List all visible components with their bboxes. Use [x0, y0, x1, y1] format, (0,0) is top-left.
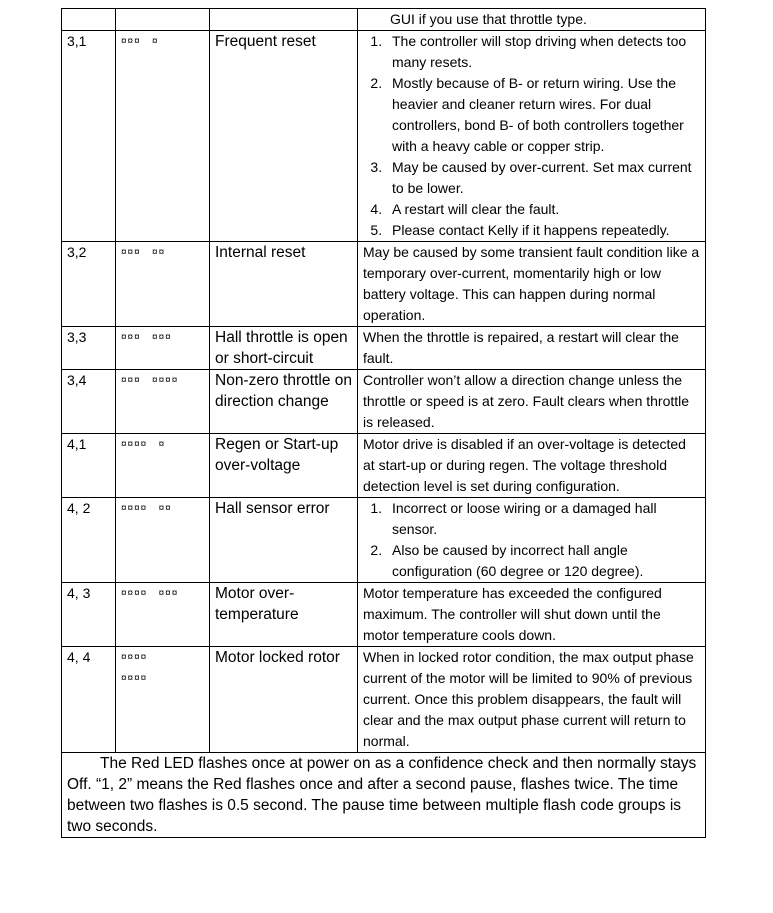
flash-cell	[116, 647, 210, 753]
code-cell	[62, 327, 116, 370]
fault-code: 3,1	[67, 33, 87, 49]
description-list-item: 2. Mostly because of B- or return wiring. Use the heavier and cleaner return wires. For dual controllers, bond B- of both controllers together with a heavy cable or copper strip.	[386, 73, 700, 157]
fault-code: 4,1	[67, 436, 87, 452]
description-list	[363, 31, 700, 241]
code-cell	[62, 583, 116, 647]
continued-row	[62, 9, 706, 31]
fault-code: 4, 3	[67, 585, 91, 601]
code-cell	[62, 434, 116, 498]
flash-pattern: ¤¤¤ ¤¤	[121, 247, 166, 258]
flash-pattern: ¤¤¤ ¤	[121, 36, 159, 47]
description-cell	[358, 583, 706, 647]
fault-row	[62, 31, 706, 242]
footnote-row	[62, 753, 706, 838]
description-text: When in locked rotor condition, the max output phase current of the motor will be limited to 90% of previous current. Once this problem disappears, the fault will clear and the max output phase current will return to normal.	[363, 649, 694, 749]
fault-name: Motor locked rotor	[215, 649, 340, 666]
description-list-item: 4. A restart will clear the fault.	[386, 199, 700, 220]
flash-cell	[116, 434, 210, 498]
footnote-text: The Red LED flashes once at power on as a confidence check and then normally stays Off. “1, 2” means the Red flashes once and after a second pause, flashes twice. The time between two flashes is 0.5 second. The pause time between multiple flash code groups is two seconds.	[67, 755, 697, 835]
fault-code-table	[61, 8, 706, 838]
fault-row	[62, 327, 706, 370]
flash-cell	[116, 498, 210, 583]
flash-cell	[116, 370, 210, 434]
fault-row	[62, 583, 706, 647]
flash-cell	[116, 242, 210, 327]
description-text: Motor temperature has exceeded the configured maximum. The controller will shut down until the motor temperature cools down.	[363, 585, 662, 643]
description-cell	[358, 9, 706, 31]
name-cell	[210, 327, 358, 370]
description-list-item: 5. Please contact Kelly if it happens repeatedly.	[386, 220, 700, 241]
fault-name: Hall sensor error	[215, 500, 330, 517]
description-list-item: 1. The controller will stop driving when detects too many resets.	[386, 31, 700, 73]
name-cell	[210, 242, 358, 327]
fault-name: Internal reset	[215, 244, 306, 261]
description-cell	[358, 327, 706, 370]
description-list	[363, 498, 700, 582]
name-cell	[210, 583, 358, 647]
fault-row	[62, 647, 706, 753]
fault-code: 3,3	[67, 329, 87, 345]
fault-name: Motor over-temperature	[215, 585, 299, 623]
fault-code: 3,2	[67, 244, 87, 260]
description-text: Controller won’t allow a direction change unless the throttle or speed is at zero. Fault clears when throttle is released.	[363, 372, 690, 430]
fault-name: Frequent reset	[215, 33, 316, 50]
continued-text: GUI if you use that throttle type.	[390, 11, 587, 27]
fault-code: 4, 4	[67, 649, 91, 665]
code-cell	[62, 9, 116, 31]
fault-row	[62, 498, 706, 583]
flash-pattern: ¤¤¤¤ ¤	[121, 439, 166, 450]
description-text: Motor drive is disabled if an over-voltage is detected at start-up or during regen. The voltage threshold detection level is set during configuration.	[363, 436, 686, 494]
code-cell	[62, 498, 116, 583]
fault-row	[62, 242, 706, 327]
flash-pattern: ¤¤¤ ¤¤¤¤	[121, 375, 179, 386]
fault-code: 3,4	[67, 372, 87, 388]
description-list-item: 1. Incorrect or loose wiring or a damaged hall sensor.	[386, 498, 700, 540]
footnote-cell	[62, 753, 706, 838]
description-cell	[358, 647, 706, 753]
code-cell	[62, 647, 116, 753]
flash-cell	[116, 583, 210, 647]
fault-name: Non-zero throttle on direction change	[215, 372, 352, 410]
name-cell	[210, 647, 358, 753]
name-cell	[210, 370, 358, 434]
code-cell	[62, 31, 116, 242]
flash-pattern: ¤¤¤¤ ¤¤¤¤	[121, 652, 148, 684]
name-cell	[210, 434, 358, 498]
fault-row	[62, 370, 706, 434]
description-cell	[358, 242, 706, 327]
fault-code: 4, 2	[67, 500, 91, 516]
name-cell	[210, 498, 358, 583]
fault-name: Hall throttle is open or short-circuit	[215, 329, 348, 367]
fault-row	[62, 434, 706, 498]
code-cell	[62, 242, 116, 327]
description-text: May be caused by some transient fault condition like a temporary over-current, momentarily high or low battery voltage. This can happen during normal operation.	[363, 244, 700, 323]
description-cell	[358, 434, 706, 498]
description-list-item: 2. Also be caused by incorrect hall angle configuration (60 degree or 120 degree).	[386, 540, 700, 582]
description-cell	[358, 498, 706, 583]
flash-cell	[116, 9, 210, 31]
description-cell	[358, 370, 706, 434]
description-list-item: 3. May be caused by over-current. Set max current to be lower.	[386, 157, 700, 199]
name-cell	[210, 9, 358, 31]
flash-cell	[116, 327, 210, 370]
code-cell	[62, 370, 116, 434]
flash-pattern: ¤¤¤¤ ¤¤	[121, 503, 172, 514]
flash-cell	[116, 31, 210, 242]
description-cell	[358, 31, 706, 242]
name-cell	[210, 31, 358, 242]
fault-name: Regen or Start-up over-voltage	[215, 436, 339, 474]
description-text: When the throttle is repaired, a restart will clear the fault.	[363, 329, 679, 366]
flash-pattern: ¤¤¤ ¤¤¤	[121, 332, 172, 343]
flash-pattern: ¤¤¤¤ ¤¤¤	[121, 588, 179, 599]
